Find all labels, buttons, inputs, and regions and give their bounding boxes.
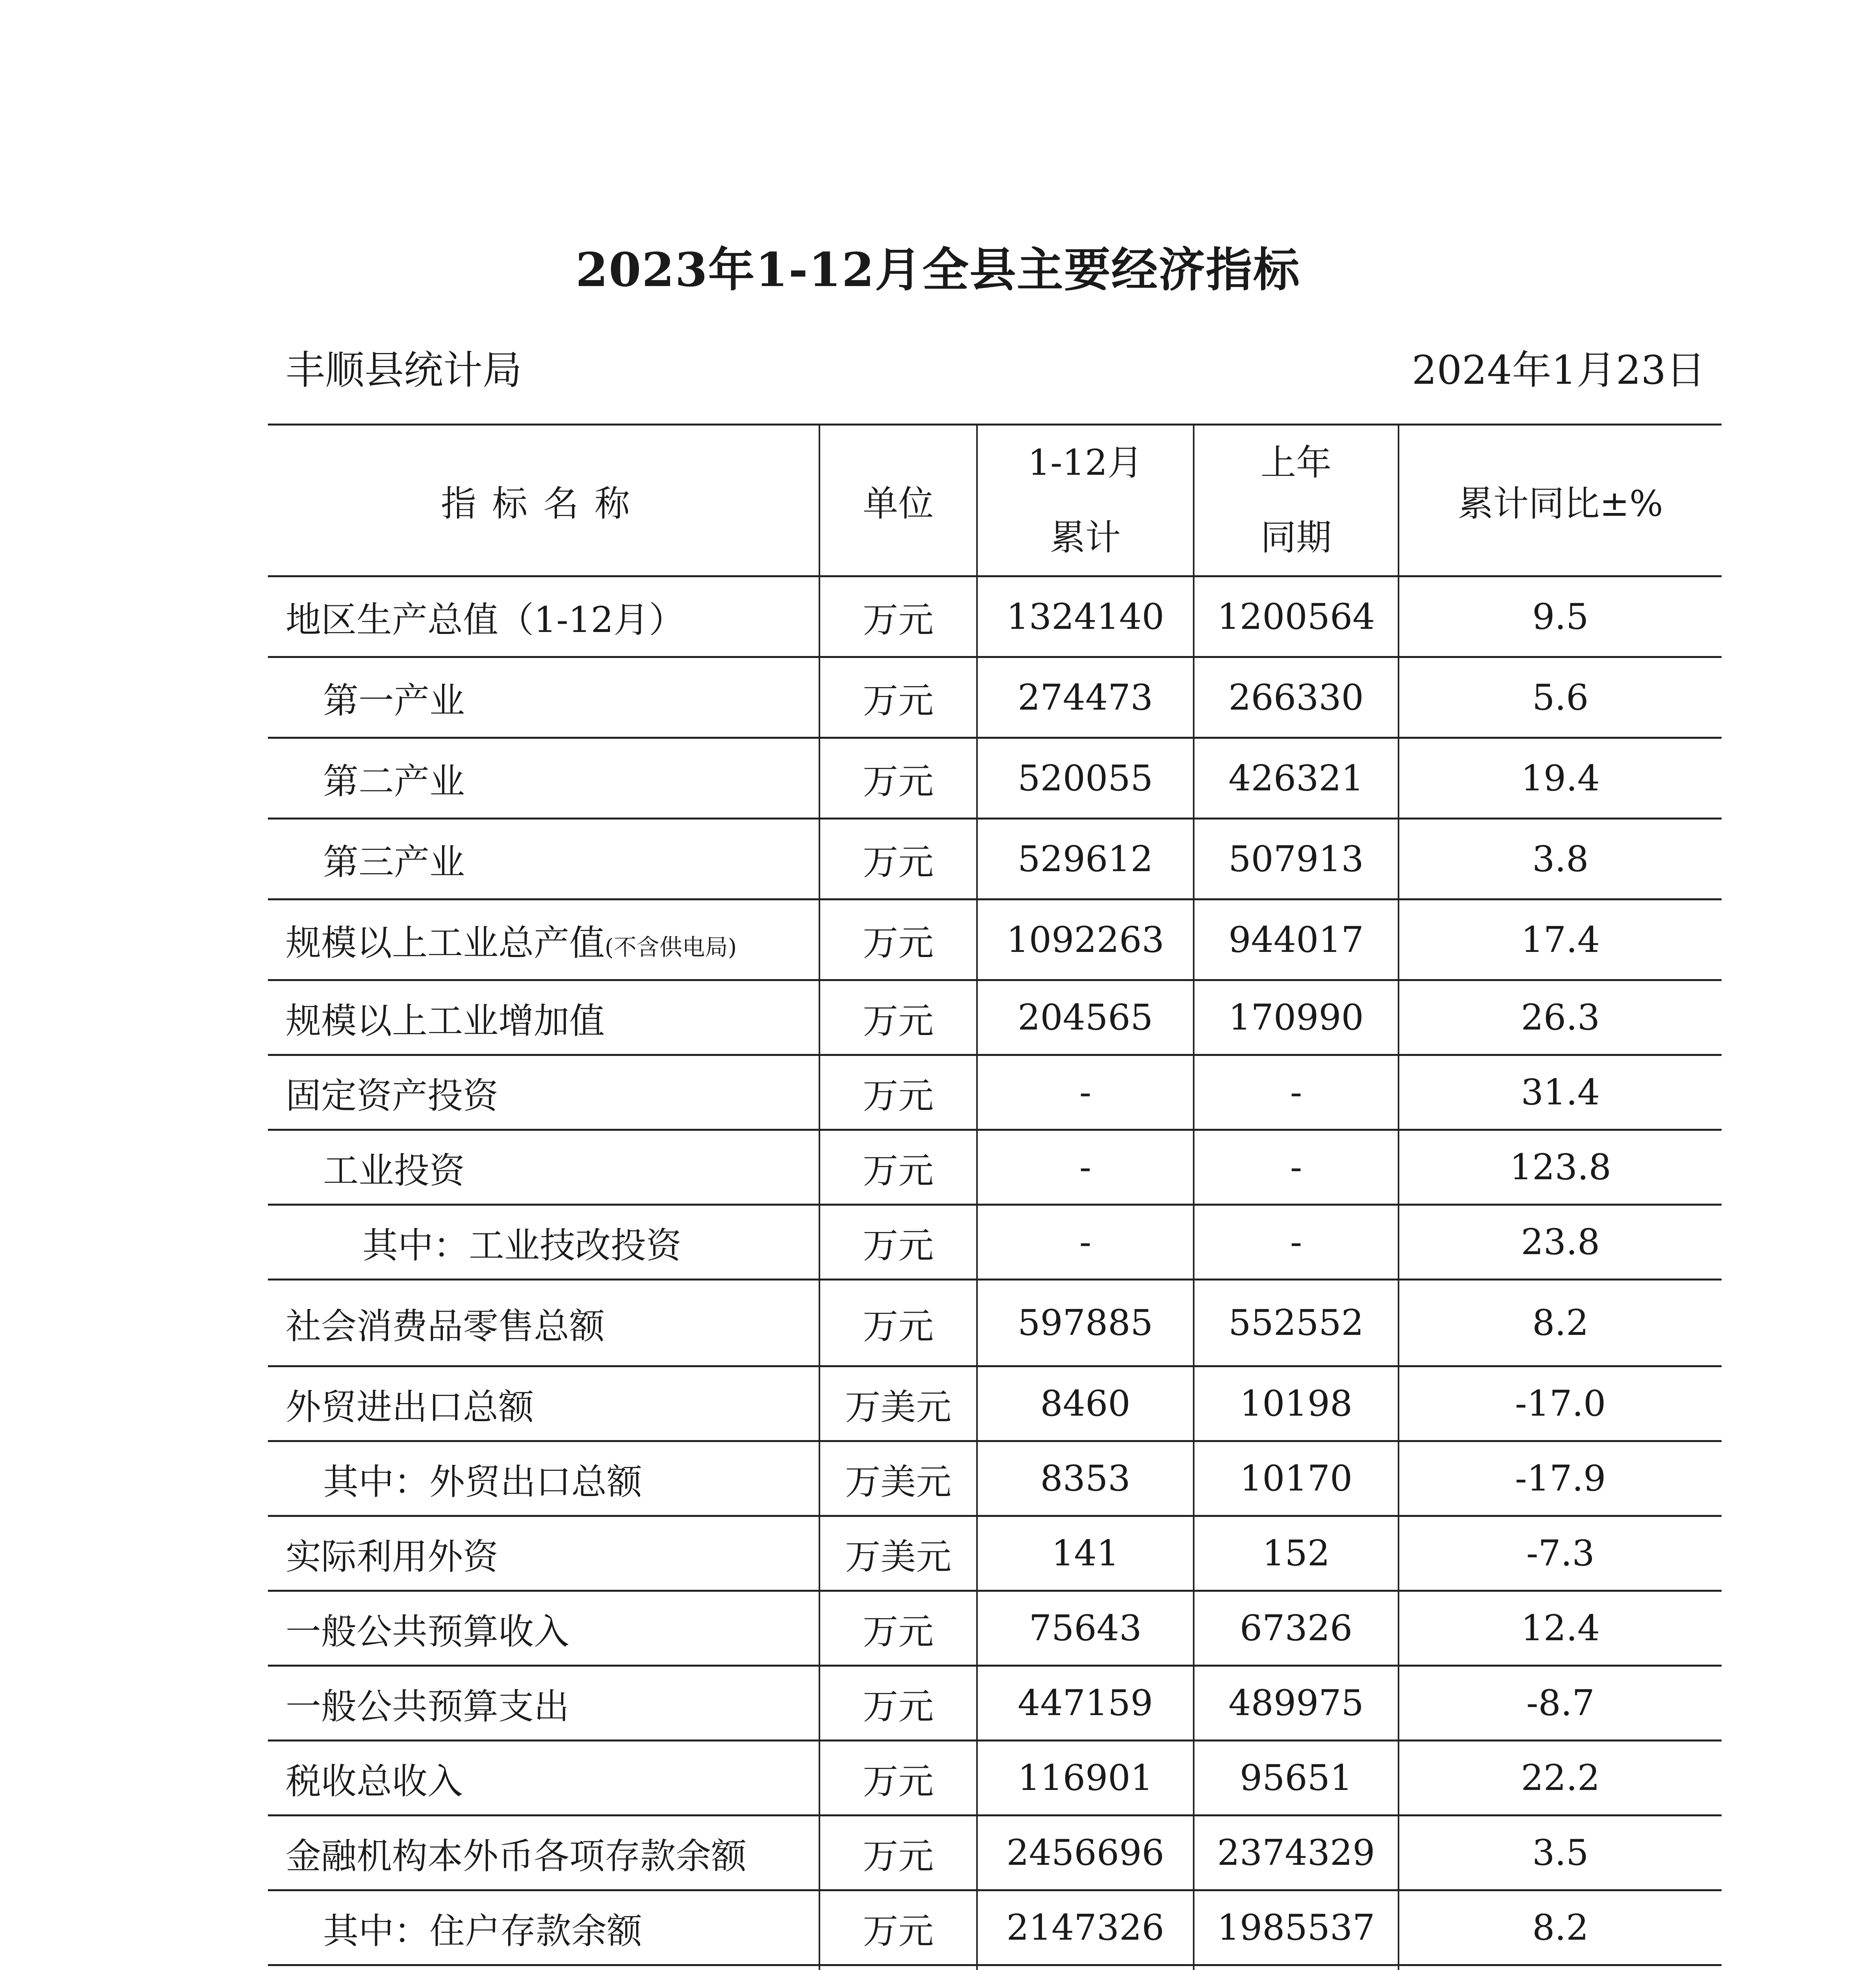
current-value: - (977, 1205, 1194, 1280)
prior-value: 10170 (1194, 1441, 1399, 1516)
table-row (268, 1965, 1722, 1970)
indicator-name (268, 657, 819, 738)
indicator-name-text: 第一产业 (323, 680, 465, 721)
prior-value: 152 (1194, 1516, 1399, 1591)
prior-value: 507913 (1194, 819, 1399, 900)
prior-value: 266330 (1194, 657, 1399, 738)
indicator-table (268, 424, 1722, 1970)
growth-value: -17.9 (1399, 1441, 1722, 1516)
current-value: 529612 (977, 819, 1194, 900)
prior-value: 67326 (1194, 1591, 1399, 1666)
current-value: 141 (977, 1516, 1194, 1591)
growth-value: -7.3 (1399, 1516, 1722, 1591)
page-title: 2023年1-12月全县主要经济指标 (576, 242, 1300, 297)
current-value: 1324140 (977, 576, 1194, 657)
prior-value: 1200564 (1194, 576, 1399, 657)
growth-value: 5.6 (1399, 657, 1722, 738)
current-value: 520055 (977, 738, 1194, 819)
prior-value: 95651 (1194, 1741, 1399, 1816)
indicator-name-text: 其中：工业技改投资 (362, 1225, 682, 1266)
current-value: 597885 (977, 1280, 1194, 1366)
indicator-name-text: 金融机构本外币各项存款余额 (286, 1835, 747, 1877)
indicator-name-text: 社会消费品零售总额 (286, 1305, 605, 1347)
growth-value: 3.8 (1399, 819, 1722, 900)
table-row (268, 1591, 1722, 1666)
current-value: 2147326 (977, 1890, 1194, 1965)
prior-value: 944017 (1194, 900, 1399, 980)
header-unit: 单位 (819, 425, 977, 576)
indicator-name (268, 1965, 819, 1970)
header-current-line2: 累计 (1050, 517, 1121, 558)
indicator-name-text: 税收总收入 (286, 1760, 463, 1802)
indicator-name (268, 1816, 819, 1890)
indicator-name-text: 工业投资 (323, 1150, 465, 1191)
indicator-name (268, 576, 819, 657)
indicator-name (268, 1441, 819, 1516)
growth-value: 8.2 (1399, 1280, 1722, 1366)
prior-value: 426321 (1194, 738, 1399, 819)
indicator-name-text: 地区生产总值（1-12月） (286, 599, 685, 641)
header-current-line1: 1-12月 (1027, 442, 1143, 483)
indicator-name-text: 外贸进出口总额 (286, 1386, 534, 1428)
indicator-name (268, 1741, 819, 1816)
table-row (268, 900, 1722, 980)
growth-value: 23.8 (1399, 1205, 1722, 1280)
unit-cell: 万元 (819, 1130, 977, 1205)
growth-value: 17.4 (1399, 900, 1722, 980)
current-value: - (977, 1130, 1194, 1205)
indicator-name (268, 1055, 819, 1130)
indicator-name-text: 其中：外贸出口总额 (323, 1461, 642, 1503)
prior-value: - (1194, 1055, 1399, 1130)
growth-value (1399, 1965, 1722, 1970)
current-value: 1092263 (977, 900, 1194, 980)
table-row (268, 1280, 1722, 1366)
current-value: 274473 (977, 657, 1194, 738)
indicator-name-text: 实际利用外资 (286, 1536, 498, 1578)
header-prior-line1: 上年 (1261, 442, 1332, 483)
table-row (268, 657, 1722, 738)
indicator-name (268, 980, 819, 1055)
table-row (268, 576, 1722, 657)
growth-value: 9.5 (1399, 576, 1722, 657)
table-row (268, 1441, 1722, 1516)
indicator-name-text: 第二产业 (323, 761, 465, 802)
current-value: 8353 (977, 1441, 1194, 1516)
indicator-name (268, 738, 819, 819)
table-row (268, 1816, 1722, 1890)
unit-cell: 万元 (819, 1816, 977, 1890)
prior-value: 552552 (1194, 1280, 1399, 1366)
indicator-name (268, 1280, 819, 1366)
prior-value: 1985537 (1194, 1890, 1399, 1965)
growth-value: 31.4 (1399, 1055, 1722, 1130)
unit-cell: 万元 (819, 1741, 977, 1816)
growth-value: 8.2 (1399, 1890, 1722, 1965)
table-row (268, 1055, 1722, 1130)
table-row (268, 1205, 1722, 1280)
unit-cell: 万元 (819, 1666, 977, 1741)
growth-value: -17.0 (1399, 1366, 1722, 1441)
unit-cell: 万元 (819, 1280, 977, 1366)
current-value: 447159 (977, 1666, 1194, 1741)
header-current (977, 425, 1194, 576)
growth-value: -8.7 (1399, 1666, 1722, 1741)
table-row (268, 1130, 1722, 1205)
prior-value: 489975 (1194, 1666, 1399, 1741)
indicator-name-note: (不含供电局) (605, 934, 737, 961)
growth-value: 123.8 (1399, 1130, 1722, 1205)
header-growth: 累计同比±% (1399, 425, 1722, 576)
current-value: 116901 (977, 1741, 1194, 1816)
indicator-name (268, 1666, 819, 1741)
indicator-name-text: 一般公共预算收入 (286, 1611, 569, 1652)
indicator-name-text: 规模以上工业总产值 (286, 922, 605, 964)
prior-value: 10198 (1194, 1366, 1399, 1441)
current-value (977, 1965, 1194, 1970)
table-row (268, 819, 1722, 900)
growth-value: 3.5 (1399, 1816, 1722, 1890)
unit-cell: 万元 (819, 657, 977, 738)
prior-value (1194, 1965, 1399, 1970)
issue-date: 2024年1月23日 (1412, 347, 1705, 393)
indicator-name-text: 一般公共预算支出 (286, 1686, 569, 1727)
indicator-name (268, 1130, 819, 1205)
prior-value: 170990 (1194, 980, 1399, 1055)
growth-value: 12.4 (1399, 1591, 1722, 1666)
current-value: 204565 (977, 980, 1194, 1055)
header-prior-line2: 同期 (1261, 517, 1332, 558)
prior-value: - (1194, 1205, 1399, 1280)
unit-cell: 万元 (819, 1890, 977, 1965)
unit-cell: 万美元 (819, 1366, 977, 1441)
current-value: - (977, 1055, 1194, 1130)
indicator-name (268, 1890, 819, 1965)
unit-cell: 万元 (819, 576, 977, 657)
indicator-name-text: 其中：住户存款余额 (323, 1910, 642, 1952)
current-value: 75643 (977, 1591, 1194, 1666)
indicator-name (268, 1516, 819, 1591)
unit-cell: 万元 (819, 1591, 977, 1666)
indicator-name (268, 900, 819, 980)
table-body (268, 576, 1722, 1970)
table-row (268, 1666, 1722, 1741)
unit-cell: 万美元 (819, 1441, 977, 1516)
table-row (268, 980, 1722, 1055)
table-row (268, 1890, 1722, 1965)
unit-cell: 万元 (819, 900, 977, 980)
indicator-name-text: 规模以上工业增加值 (286, 1000, 605, 1042)
current-value: 2456696 (977, 1816, 1194, 1890)
unit-cell: 万元 (819, 980, 977, 1055)
unit-cell: 万元 (819, 819, 977, 900)
unit-cell: 万元 (819, 738, 977, 819)
indicator-name (268, 1366, 819, 1441)
indicator-name (268, 1205, 819, 1280)
issuer: 丰顺县统计局 (286, 347, 522, 393)
table-row (268, 1516, 1722, 1591)
unit-cell: 万元 (819, 1205, 977, 1280)
current-value: 8460 (977, 1366, 1194, 1441)
unit-cell: 万美元 (819, 1516, 977, 1591)
unit-cell (819, 1965, 977, 1970)
growth-value: 22.2 (1399, 1741, 1722, 1816)
table-row (268, 738, 1722, 819)
header-prior (1194, 425, 1399, 576)
header-name: 指标名称 (268, 425, 819, 576)
indicator-name (268, 1591, 819, 1666)
indicator-name-text: 固定资产投资 (286, 1075, 498, 1117)
table-row (268, 1741, 1722, 1816)
indicator-name-text: 第三产业 (323, 842, 465, 883)
indicator-name (268, 819, 819, 900)
unit-cell: 万元 (819, 1055, 977, 1130)
header-row (268, 425, 1722, 576)
prior-value: - (1194, 1130, 1399, 1205)
growth-value: 26.3 (1399, 980, 1722, 1055)
table-row (268, 1366, 1722, 1441)
growth-value: 19.4 (1399, 738, 1722, 819)
prior-value: 2374329 (1194, 1816, 1399, 1890)
